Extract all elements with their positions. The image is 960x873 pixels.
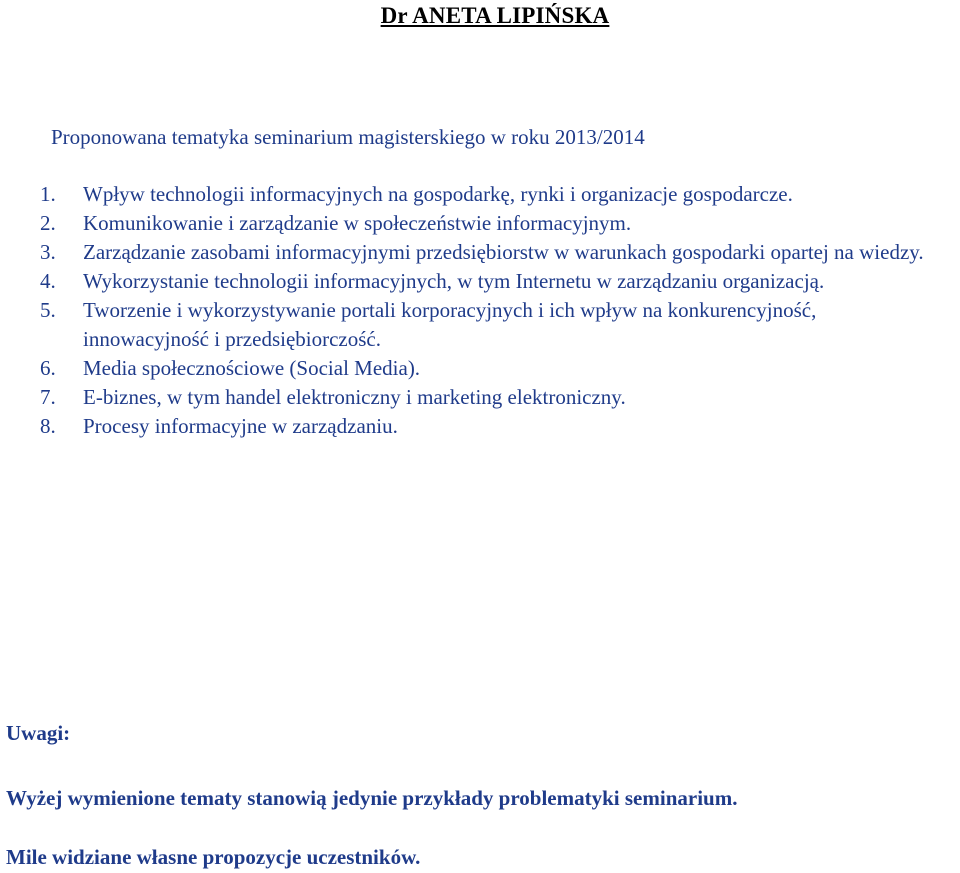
topic-text: Media społecznościowe (Social Media). bbox=[83, 356, 421, 380]
topic-text: Wpływ technologii informacyjnych na gospodarkę, rynki i organizacje gospodarcze. bbox=[83, 182, 793, 206]
notes-heading: Uwagi: bbox=[6, 721, 71, 745]
topic-number: 6. bbox=[40, 356, 56, 380]
topic-number: 3. bbox=[40, 240, 56, 264]
topic-item bbox=[40, 296, 940, 354]
page-title: Dr ANETA LIPIŃSKA bbox=[380, 3, 610, 28]
topic-text: E-biznes, w tym handel elektroniczny i marketing elektroniczny. bbox=[83, 385, 626, 409]
topic-number: 8. bbox=[40, 414, 56, 438]
topic-text: Komunikowanie i zarządzanie w społeczeństwie informacyjnym. bbox=[83, 211, 632, 235]
topic-text: Zarządzanie zasobami informacyjnymi przedsiębiorstw w warunkach gospodarki opartej na wiedzy. bbox=[83, 240, 924, 264]
topic-item bbox=[40, 383, 940, 412]
topic-item bbox=[40, 354, 940, 383]
topic-item bbox=[40, 238, 940, 267]
note-examples: Wyżej wymienione tematy stanowią jedynie przykłady problematyki seminarium. bbox=[6, 786, 738, 810]
topic-number: 5. bbox=[40, 298, 56, 322]
seminar-intro: Proponowana tematyka seminarium magisterskiego w roku 2013/2014 bbox=[51, 125, 645, 149]
topic-item bbox=[40, 180, 940, 209]
topic-number: 2. bbox=[40, 211, 56, 235]
topic-text: Wykorzystanie technologii informacyjnych, w tym Internetu w zarządzaniu organizacją. bbox=[83, 269, 825, 293]
topic-text: Procesy informacyjne w zarządzaniu. bbox=[83, 414, 398, 438]
topic-number: 1. bbox=[40, 182, 56, 206]
note-proposals: Mile widziane własne propozycje uczestników. bbox=[6, 845, 421, 869]
topic-item bbox=[40, 267, 940, 296]
topic-number: 7. bbox=[40, 385, 56, 409]
topic-list bbox=[40, 180, 940, 441]
topic-text: Tworzenie i wykorzystywanie portali korporacyjnych i ich wpływ na konkurencyjność, innowacyjność i przedsiębiorczość. bbox=[83, 298, 817, 351]
topic-item bbox=[40, 209, 940, 238]
topic-number: 4. bbox=[40, 269, 56, 293]
topic-item bbox=[40, 412, 940, 441]
